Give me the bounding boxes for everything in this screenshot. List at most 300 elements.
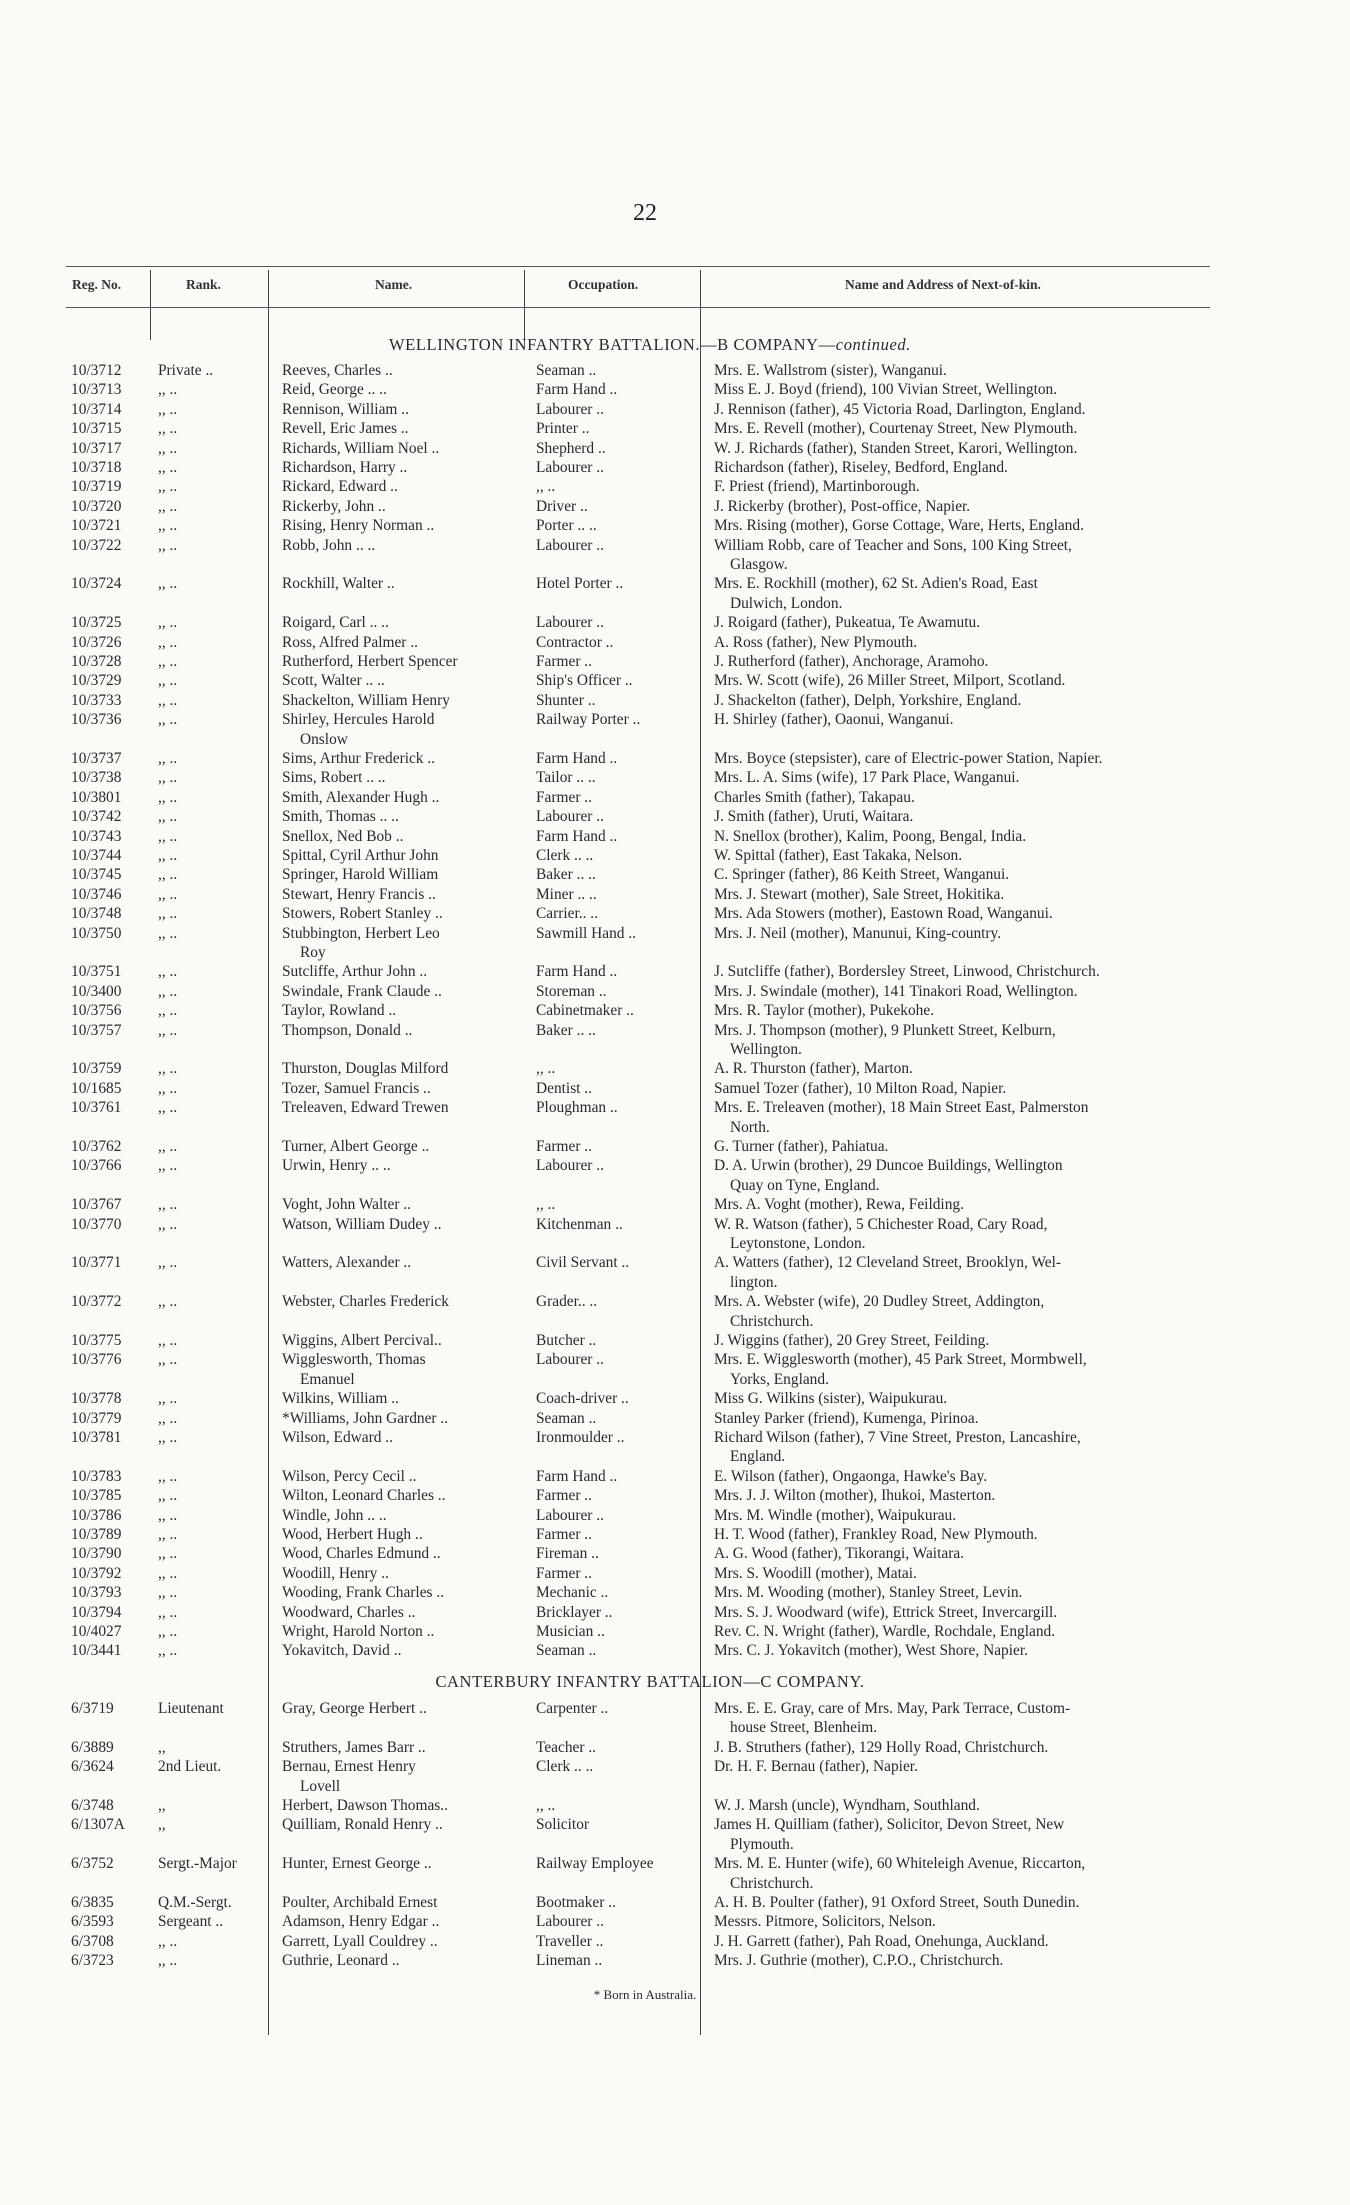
reg-number: 10/3718: [71, 459, 122, 476]
rank: ,, ..: [158, 750, 178, 767]
occupation: Farmer ..: [536, 1487, 592, 1505]
soldier-name: Thurston, Douglas Milford: [282, 1060, 449, 1078]
col-header-name: Name.: [375, 277, 413, 292]
table-row: [0, 516, 1350, 535]
table-row: [0, 439, 1350, 458]
reg-number: 10/3743: [71, 827, 122, 845]
reg-number: 6/1307A: [71, 1816, 125, 1834]
occupation: Driver ..: [536, 497, 588, 515]
occupation: Ironmoulder ..: [536, 1429, 625, 1446]
reg-number: 10/3713: [71, 381, 122, 399]
reg-number: 6/3624: [71, 1758, 114, 1776]
next-of-kin: Mrs. J. Neil (mother), Manunui, King-country.: [714, 924, 1002, 942]
rank: ,, ..: [158, 1060, 178, 1078]
rank: ,, ..: [158, 769, 178, 787]
soldier-name: Herbert, Dawson Thomas..: [282, 1797, 448, 1814]
rank: ,,: [158, 1816, 166, 1834]
next-of-kin: Richardson (father), Riseley, Bedford, England.: [714, 459, 1008, 476]
soldier-name: Wigglesworth, Thomas: [282, 1351, 426, 1369]
soldier-name: Swindale, Frank Claude ..: [282, 982, 442, 1000]
rank: ,, ..: [158, 885, 178, 903]
next-of-kin: Mrs. J. Guthrie (mother), C.P.O., Christchurch.: [714, 1952, 1004, 1970]
table-row: [0, 1738, 1350, 1757]
soldier-name: Webster, Charles Frederick: [282, 1293, 449, 1311]
occupation: ,, ..: [536, 1196, 556, 1214]
rank: ,, ..: [158, 1409, 178, 1427]
soldier-name: Ross, Alfred Palmer ..: [282, 633, 418, 651]
soldier-name: *Williams, John Gardner ..: [282, 1409, 449, 1427]
occupation: Hotel Porter ..: [536, 575, 624, 593]
table-row-continuation: [0, 943, 1350, 962]
next-of-kin: Richard Wilson (father), 7 Vine Street, Preston, Lancashire,: [714, 1429, 1081, 1446]
occupation: Labourer ..: [536, 536, 604, 554]
reg-number: 10/3726: [71, 633, 122, 651]
rank: ,, ..: [158, 905, 178, 923]
col-header-occupation: Occupation.: [568, 277, 639, 292]
reg-number: 10/3783: [71, 1467, 122, 1485]
next-of-kin-cont: Yorks, England.: [730, 1370, 829, 1388]
rank: ,, ..: [158, 1932, 178, 1950]
soldier-name-cont: Roy: [300, 944, 326, 961]
rank: ,,: [158, 1738, 166, 1756]
table-row: [0, 904, 1350, 923]
soldier-name: Rennison, William ..: [282, 400, 409, 418]
next-of-kin: J. Rickerby (brother), Post-office, Napier.: [714, 497, 971, 515]
soldier-name: Gray, George Herbert ..: [282, 1700, 427, 1717]
reg-number: 10/3719: [71, 478, 122, 496]
soldier-name: Revell, Eric James ..: [282, 420, 409, 438]
reg-number: 10/3737: [71, 750, 122, 767]
rank: Private ..: [158, 362, 214, 379]
next-of-kin: W. R. Watson (father), 5 Chichester Road, Cary Road,: [714, 1215, 1048, 1233]
reg-number: 10/3745: [71, 866, 122, 884]
occupation: Labourer ..: [536, 1913, 604, 1931]
next-of-kin: J. Rennison (father), 45 Victoria Road, Darlington, England.: [714, 400, 1086, 418]
reg-number: 10/3733: [71, 691, 122, 709]
table-row: [0, 1021, 1350, 1040]
table-row-continuation: [0, 1835, 1350, 1854]
table-row-continuation: [0, 1234, 1350, 1253]
table-row: [0, 1641, 1350, 1660]
soldier-name: Sims, Arthur Frederick ..: [282, 750, 436, 767]
next-of-kin: J. Rutherford (father), Anchorage, Aramoho.: [714, 653, 989, 670]
table-row: [0, 536, 1350, 555]
occupation: Mechanic ..: [536, 1584, 609, 1602]
rank: ,, ..: [158, 1196, 178, 1214]
next-of-kin: G. Turner (father), Pahiatua.: [714, 1138, 889, 1155]
col-header-reg: Reg. No.: [72, 277, 122, 292]
rank: ,, ..: [158, 1332, 178, 1349]
rank: ,, ..: [158, 1487, 178, 1505]
soldier-name: Wiggins, Albert Percival..: [282, 1332, 442, 1349]
next-of-kin-cont: England.: [730, 1448, 786, 1466]
rank: ,, ..: [158, 1215, 178, 1233]
table-row: [0, 1699, 1350, 1718]
occupation: Porter .. ..: [536, 517, 597, 535]
table-row: [0, 1583, 1350, 1602]
rank: ,, ..: [158, 924, 178, 942]
occupation: Clerk .. ..: [536, 1758, 594, 1776]
next-of-kin: J. Smith (father), Uruti, Waitara.: [714, 808, 914, 826]
reg-number: 10/3729: [71, 672, 122, 690]
soldier-name: Shackelton, William Henry: [282, 691, 450, 709]
table-row: [0, 497, 1350, 516]
occupation: Farmer ..: [536, 788, 592, 806]
table-row: [0, 633, 1350, 652]
reg-number: 6/3748: [71, 1797, 114, 1814]
table-row: [0, 1544, 1350, 1563]
rank: ,, ..: [158, 420, 178, 438]
rank: ,, ..: [158, 1293, 178, 1311]
table-row: [0, 807, 1350, 826]
soldier-name: Urwin, Henry .. ..: [282, 1157, 391, 1175]
reg-number: 10/3746: [71, 885, 122, 903]
rank: ,,: [158, 1797, 166, 1814]
reg-number: 10/3776: [71, 1351, 122, 1369]
reg-number: 10/3757: [71, 1021, 122, 1039]
occupation: Farmer ..: [536, 1526, 592, 1543]
rank: ,, ..: [158, 808, 178, 826]
next-of-kin: Mrs. R. Taylor (mother), Pukekohe.: [714, 1002, 935, 1020]
table-row: [0, 1331, 1350, 1350]
table-row: [0, 885, 1350, 904]
table-row: [0, 827, 1350, 846]
table-row: [0, 1156, 1350, 1175]
next-of-kin: Mrs. J. J. Wilton (mother), Ihukoi, Masterton.: [714, 1487, 996, 1505]
rank: ,, ..: [158, 1952, 178, 1970]
table-row: [0, 1350, 1350, 1369]
soldier-name: Rutherford, Herbert Spencer: [282, 653, 458, 670]
table-row: [0, 1603, 1350, 1622]
occupation: Farmer ..: [536, 1564, 592, 1582]
table-row: [0, 1059, 1350, 1078]
occupation: Musician ..: [536, 1623, 605, 1640]
next-of-kin: Mrs. J. Thompson (mother), 9 Plunkett Street, Kelburn,: [714, 1021, 1056, 1039]
soldier-name: Wright, Harold Norton ..: [282, 1623, 435, 1640]
reg-number: 10/3785: [71, 1487, 122, 1505]
occupation: ,, ..: [536, 1797, 556, 1814]
soldier-name: Watson, William Dudey ..: [282, 1215, 442, 1233]
occupation: Carrier.. ..: [536, 905, 598, 923]
occupation: Cabinetmaker ..: [536, 1002, 634, 1020]
table-row: [0, 1195, 1350, 1214]
next-of-kin: James H. Quilliam (father), Solicitor, Devon Street, New: [714, 1816, 1065, 1834]
next-of-kin: Dr. H. F. Bernau (father), Napier.: [714, 1758, 918, 1776]
soldier-name: Quilliam, Ronald Henry ..: [282, 1816, 443, 1834]
soldier-name: Woodward, Charles ..: [282, 1603, 416, 1621]
occupation: Farm Hand ..: [536, 381, 618, 399]
soldier-name: Roigard, Carl .. ..: [282, 614, 389, 632]
soldier-name: Hunter, Ernest George ..: [282, 1855, 432, 1873]
next-of-kin: J. Sutcliffe (father), Bordersley Street, Linwood, Christchurch.: [714, 963, 1100, 981]
next-of-kin: Samuel Tozer (father), 10 Milton Road, Napier.: [714, 1079, 1007, 1097]
rank: ,, ..: [158, 653, 178, 670]
reg-number: 10/3772: [71, 1293, 122, 1311]
soldier-name: Stowers, Robert Stanley ..: [282, 905, 443, 923]
next-of-kin: Mrs. M. Wooding (mother), Stanley Street, Levin.: [714, 1584, 1023, 1602]
table-row: [0, 691, 1350, 710]
reg-number: 10/3778: [71, 1390, 122, 1408]
table-row: [0, 380, 1350, 399]
table-row-continuation: [0, 730, 1350, 749]
rank: ,, ..: [158, 1526, 178, 1543]
soldier-name: Rising, Henry Norman ..: [282, 517, 435, 535]
table-row: [0, 1215, 1350, 1234]
reg-number: 10/3717: [71, 439, 122, 457]
occupation: Farm Hand ..: [536, 750, 618, 767]
next-of-kin-cont: North.: [730, 1118, 770, 1136]
rank: ,, ..: [158, 439, 178, 457]
occupation: Farmer ..: [536, 1138, 592, 1155]
soldier-name: Reeves, Charles ..: [282, 362, 393, 379]
soldier-name: Watters, Alexander ..: [282, 1254, 412, 1272]
soldier-name: Tozer, Samuel Francis ..: [282, 1079, 431, 1097]
soldier-name: Robb, John .. ..: [282, 536, 376, 554]
table-row: [0, 749, 1350, 768]
occupation: Storeman ..: [536, 982, 607, 1000]
reg-number: 10/3715: [71, 420, 122, 438]
rank: ,, ..: [158, 672, 178, 690]
occupation: Teacher ..: [536, 1738, 597, 1756]
col-header-kin: Name and Address of Next-of-kin.: [845, 277, 1041, 292]
soldier-name-cont: Emanuel: [300, 1370, 355, 1388]
table-row: [0, 1796, 1350, 1815]
next-of-kin: A. R. Thurston (father), Marton.: [714, 1060, 913, 1078]
occupation: Labourer ..: [536, 1506, 604, 1524]
reg-number: 10/3792: [71, 1564, 122, 1582]
next-of-kin: Miss G. Wilkins (sister), Waipukurau.: [714, 1390, 948, 1408]
occupation: Dentist ..: [536, 1079, 593, 1097]
soldier-name: Voght, John Walter ..: [282, 1196, 412, 1214]
rank: ,, ..: [158, 497, 178, 515]
table-row: [0, 1428, 1350, 1447]
next-of-kin: Mrs. J. Swindale (mother), 141 Tinakori Road, Wellington.: [714, 982, 1078, 1000]
next-of-kin: Mrs. Boyce (stepsister), care of Electric-power Station, Napier.: [714, 750, 1103, 767]
soldier-name: Snellox, Ned Bob ..: [282, 827, 404, 845]
next-of-kin-cont: house Street, Blenheim.: [730, 1719, 878, 1737]
rank: ,, ..: [158, 1506, 178, 1524]
reg-number: 10/3793: [71, 1584, 122, 1602]
reg-number: 10/3751: [71, 963, 122, 981]
soldier-name: Wilson, Edward ..: [282, 1429, 393, 1446]
occupation: Carpenter ..: [536, 1700, 609, 1717]
table-row-continuation: [0, 1447, 1350, 1466]
section-heading-canterbury: CANTERBURY INFANTRY BATTALION—C COMPANY.: [435, 1672, 865, 1691]
reg-number: 10/3750: [71, 924, 122, 942]
next-of-kin: Charles Smith (father), Takapau.: [714, 788, 915, 806]
rank: ,, ..: [158, 1002, 178, 1020]
table-row: [0, 768, 1350, 787]
occupation: Bricklayer ..: [536, 1603, 613, 1621]
rank: ,, ..: [158, 691, 178, 709]
occupation: Tailor .. ..: [536, 769, 596, 787]
table-row: [0, 1137, 1350, 1156]
reg-number: 10/3756: [71, 1002, 122, 1020]
occupation: Civil Servant ..: [536, 1254, 630, 1272]
next-of-kin-cont: Christchurch.: [730, 1874, 814, 1892]
occupation: Farm Hand ..: [536, 1467, 618, 1485]
table-row: [0, 1564, 1350, 1583]
next-of-kin: Mrs. E. Revell (mother), Courtenay Street, New Plymouth.: [714, 420, 1078, 438]
soldier-name-cont: Onslow: [300, 730, 348, 748]
rank: ,, ..: [158, 459, 178, 476]
rank: ,, ..: [158, 1099, 178, 1117]
reg-number: 10/3742: [71, 808, 122, 826]
next-of-kin: W. J. Richards (father), Standen Street, Karori, Wellington.: [714, 439, 1078, 457]
next-of-kin: Mrs. C. J. Yokavitch (mother), West Shore, Napier.: [714, 1642, 1028, 1660]
rank: ,, ..: [158, 381, 178, 399]
occupation: Contractor ..: [536, 633, 614, 651]
next-of-kin: Miss E. J. Boyd (friend), 100 Vivian Street, Wellington.: [714, 381, 1058, 399]
next-of-kin: Mrs. J. Stewart (mother), Sale Street, Hokitika.: [714, 885, 1005, 903]
soldier-name: Adamson, Henry Edgar ..: [282, 1913, 440, 1931]
reg-number: 10/3775: [71, 1332, 122, 1349]
table-row: [0, 865, 1350, 884]
rank: ,, ..: [158, 1429, 178, 1446]
next-of-kin: E. Wilson (father), Ongaonga, Hawke's Bay.: [714, 1467, 988, 1485]
occupation: Railway Employee: [536, 1855, 654, 1873]
table-row: [0, 1854, 1350, 1873]
rank: ,, ..: [158, 1545, 178, 1563]
next-of-kin-cont: Wellington.: [730, 1041, 802, 1058]
table-row: [0, 1467, 1350, 1486]
table-row: [0, 1409, 1350, 1428]
occupation: Labourer ..: [536, 1351, 604, 1369]
reg-number: 10/3720: [71, 497, 122, 515]
next-of-kin: J. H. Garrett (father), Pah Road, Onehunga, Auckland.: [714, 1932, 1049, 1950]
next-of-kin: Mrs. L. A. Sims (wife), 17 Park Place, Wanganui.: [714, 769, 1020, 787]
reg-number: 10/3744: [71, 847, 122, 864]
table-row-continuation: [0, 1777, 1350, 1796]
reg-number: 10/3748: [71, 905, 122, 923]
next-of-kin: W. Spittal (father), East Takaka, Nelson.: [714, 847, 963, 864]
occupation: ,, ..: [536, 1060, 556, 1078]
table-row: [0, 613, 1350, 632]
soldier-name: Stubbington, Herbert Leo: [282, 924, 440, 942]
table-row: [0, 1815, 1350, 1834]
next-of-kin: Mrs. E. Wigglesworth (mother), 45 Park Street, Mormbwell,: [714, 1351, 1087, 1369]
next-of-kin: Mrs. S. J. Woodward (wife), Ettrick Street, Invercargill.: [714, 1603, 1058, 1621]
reg-number: 10/3721: [71, 517, 122, 535]
soldier-name: Springer, Harold William: [282, 866, 439, 884]
reg-number: 10/3736: [71, 711, 122, 729]
next-of-kin: N. Snellox (brother), Kalim, Poong, Bengal, India.: [714, 827, 1027, 845]
reg-number: 10/3759: [71, 1060, 122, 1078]
rank: ,, ..: [158, 982, 178, 1000]
rank: ,, ..: [158, 827, 178, 845]
occupation: Labourer ..: [536, 1157, 604, 1175]
rank: ,, ..: [158, 1467, 178, 1485]
next-of-kin: W. J. Marsh (uncle), Wyndham, Southland.: [714, 1797, 980, 1814]
soldier-name: Shirley, Hercules Harold: [282, 711, 435, 729]
table-row: [0, 1893, 1350, 1912]
occupation: Labourer ..: [536, 459, 604, 476]
table-row: [0, 1486, 1350, 1505]
soldier-name: Stewart, Henry Francis ..: [282, 885, 436, 903]
occupation: Farmer ..: [536, 653, 592, 670]
soldier-name: Garrett, Lyall Couldrey ..: [282, 1932, 438, 1950]
soldier-name: Scott, Walter .. ..: [282, 672, 385, 690]
occupation: Clerk .. ..: [536, 847, 594, 864]
table-row: [0, 1292, 1350, 1311]
next-of-kin-cont: lington.: [730, 1273, 778, 1291]
table-row: [0, 1098, 1350, 1117]
table-row: [0, 1253, 1350, 1272]
occupation: Labourer ..: [536, 808, 604, 826]
occupation: Kitchenman ..: [536, 1215, 623, 1233]
reg-number: 10/3767: [71, 1196, 122, 1214]
table-row-continuation: [0, 1118, 1350, 1137]
reg-number: 10/3801: [71, 788, 122, 806]
soldier-name: Wilton, Leonard Charles ..: [282, 1487, 446, 1505]
soldier-name: Rockhill, Walter ..: [282, 575, 395, 593]
soldier-name-cont: Lovell: [300, 1777, 341, 1795]
next-of-kin: Mrs. E. Rockhill (mother), 62 St. Adien's Road, East: [714, 575, 1038, 593]
reg-number: 6/3752: [71, 1855, 114, 1873]
table-row-continuation: [0, 1874, 1350, 1893]
table-row: [0, 846, 1350, 865]
table-row: [0, 924, 1350, 943]
footnote: * Born in Australia.: [593, 1987, 697, 2002]
next-of-kin: A. Ross (father), New Plymouth.: [714, 633, 918, 651]
reg-number: 10/3766: [71, 1157, 122, 1175]
rank: ,, ..: [158, 1021, 178, 1039]
soldier-name: Wilkins, William ..: [282, 1390, 399, 1408]
rank: ,, ..: [158, 1603, 178, 1621]
soldier-name: Bernau, Ernest Henry: [282, 1758, 416, 1776]
next-of-kin: Mrs. E. E. Gray, care of Mrs. May, Park Terrace, Custom-: [714, 1700, 1071, 1717]
occupation: Fireman ..: [536, 1545, 599, 1563]
occupation: Butcher ..: [536, 1332, 597, 1349]
soldier-name: Poulter, Archibald Ernest: [282, 1894, 438, 1911]
table-row: [0, 1079, 1350, 1098]
rank: ,, ..: [158, 963, 178, 981]
reg-number: 10/3714: [71, 400, 122, 418]
reg-number: 10/3762: [71, 1138, 122, 1155]
next-of-kin: Stanley Parker (friend), Kumenga, Pirinoa.: [714, 1409, 979, 1427]
next-of-kin: Mrs. Rising (mother), Gorse Cottage, Ware, Herts, England.: [714, 517, 1084, 535]
table-row: [0, 1525, 1350, 1544]
occupation: Printer ..: [536, 420, 590, 438]
occupation: Traveller ..: [536, 1932, 604, 1950]
occupation: Baker .. ..: [536, 866, 596, 884]
table-row: [0, 1912, 1350, 1931]
soldier-name: Smith, Thomas .. ..: [282, 808, 399, 826]
col-header-rank: Rank.: [186, 277, 221, 292]
occupation: Seaman ..: [536, 1409, 597, 1427]
reg-number: 10/3781: [71, 1429, 122, 1446]
table-row: [0, 1389, 1350, 1408]
reg-number: 10/3786: [71, 1506, 122, 1524]
soldier-name: Woodill, Henry ..: [282, 1564, 389, 1582]
rank: ,, ..: [158, 1254, 178, 1272]
section-heading-wellington-title: WELLINGTON INFANTRY BATTALION.—B COMPANY—: [389, 335, 836, 354]
table-row: [0, 1951, 1350, 1970]
next-of-kin: Mrs. E. Wallstrom (sister), Wanganui.: [714, 362, 947, 379]
section-heading-wellington-suffix: continued.: [835, 335, 911, 354]
soldier-name: Wood, Herbert Hugh ..: [282, 1526, 423, 1543]
rank: ,, ..: [158, 536, 178, 554]
next-of-kin: Mrs. S. Woodill (mother), Matai.: [714, 1564, 917, 1582]
rank: ,, ..: [158, 1642, 178, 1660]
reg-number: 10/3779: [71, 1409, 122, 1427]
rank: ,, ..: [158, 1623, 178, 1640]
rank: ,, ..: [158, 866, 178, 884]
table-row: [0, 477, 1350, 496]
soldier-name: Treleaven, Edward Trewen: [282, 1099, 449, 1117]
occupation: Seaman ..: [536, 362, 597, 379]
occupation: Sawmill Hand ..: [536, 924, 637, 942]
